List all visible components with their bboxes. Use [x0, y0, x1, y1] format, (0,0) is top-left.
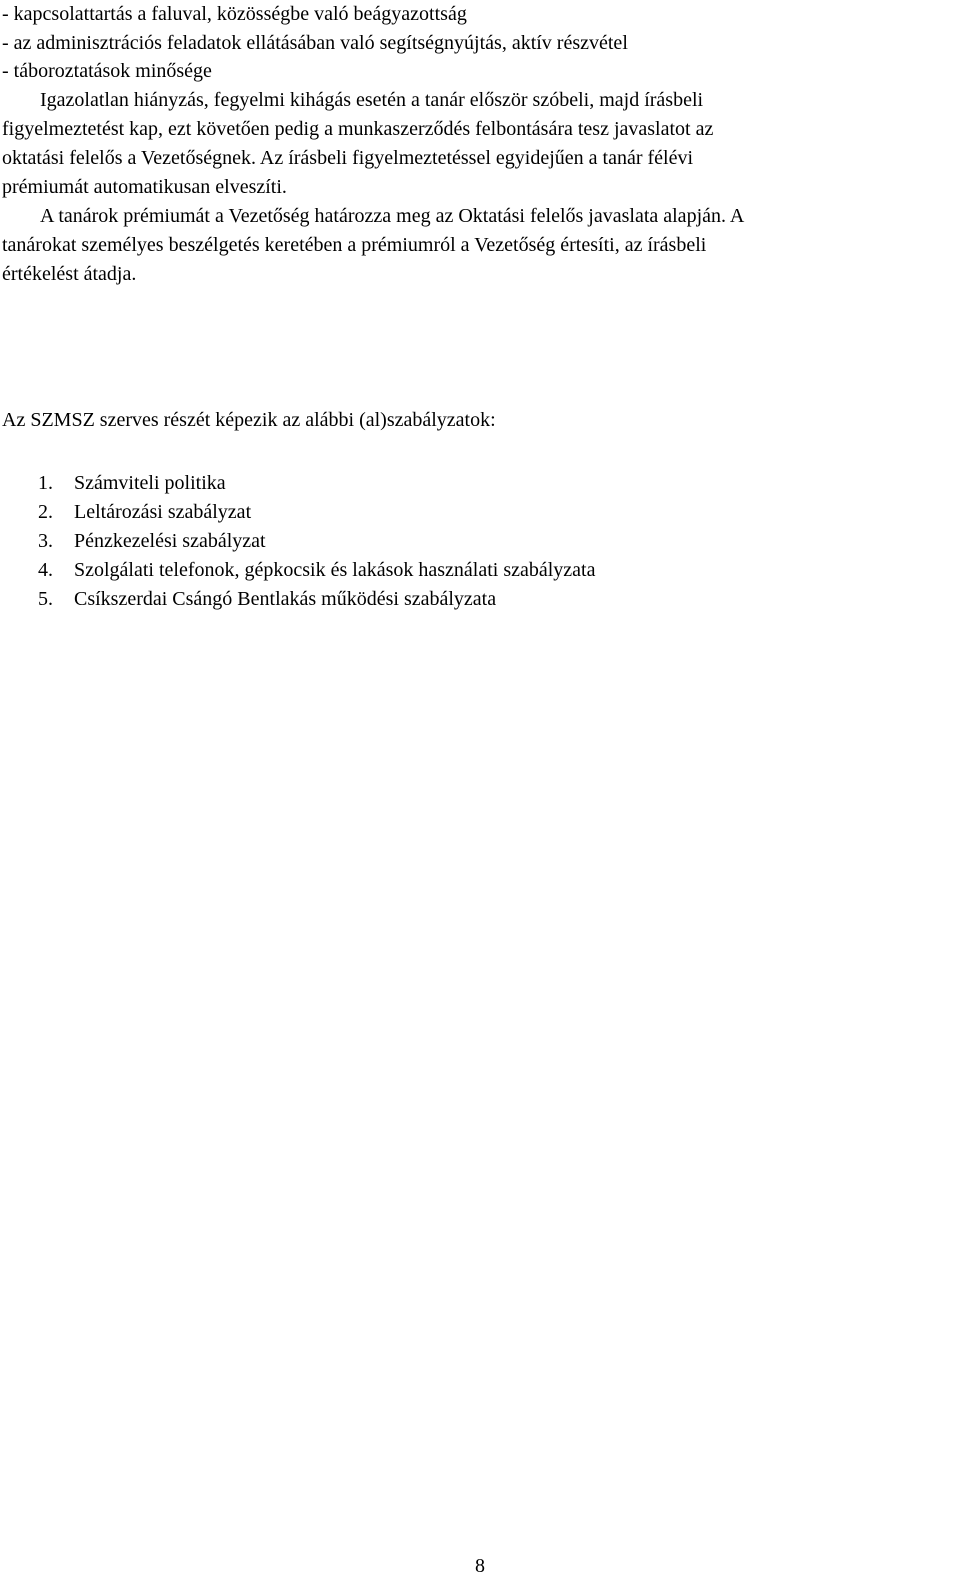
paragraph-2-line-3: értékelést átadja. [2, 263, 137, 285]
list-item [38, 529, 266, 553]
list-text: Leltározási szabályzat [74, 501, 252, 523]
list-number: 3. [38, 530, 53, 552]
page-number: 8 [475, 1555, 485, 1577]
list-text: Csíkszerdai Csángó Bentlakás működési szabályzata [74, 588, 497, 610]
list-number: 2. [38, 501, 53, 523]
list-number: 5. [38, 588, 53, 610]
list-item [38, 587, 496, 611]
paragraph-2-line-2: tanárokat személyes beszélgetés keretében a prémiumról a Vezetőség értesíti, az írásbeli [2, 234, 707, 256]
bullet-line-3: - táboroztatások minősége [2, 60, 212, 82]
list-text: Számviteli politika [74, 472, 226, 494]
section-heading: Az SZMSZ szerves részét képezik az alábbi (al)szabályzatok: [2, 409, 496, 431]
list-text: Pénzkezelési szabályzat [74, 530, 266, 552]
bullet-line-2: - az adminisztrációs feladatok ellátásában való segítségnyújtás, aktív részvétel [2, 32, 628, 54]
paragraph-1-line-2: figyelmeztetést kap, ezt követően pedig a munkaszerződés felbontására tesz javaslatot az [2, 118, 714, 140]
bullet-line-1: - kapcsolattartás a faluval, közösségbe való beágyazottság [2, 3, 467, 25]
paragraph-1-line-1: Igazolatlan hiányzás, fegyelmi kihágás esetén a tanár először szóbeli, majd írásbeli [40, 89, 704, 111]
paragraph-1-line-3: oktatási felelős a Vezetőségnek. Az írásbeli figyelmeztetéssel egyidejűen a tanár félévi [2, 147, 694, 169]
list-number: 1. [38, 472, 53, 494]
list-item [38, 558, 595, 582]
list-text: Szolgálati telefonok, gépkocsik és lakások használati szabályzata [74, 559, 596, 581]
paragraph-2-line-1: A tanárok prémiumát a Vezetőség határozza meg az Oktatási felelős javaslata alapján. A [40, 205, 745, 227]
paragraph-1-line-4: prémiumát automatikusan elveszíti. [2, 176, 287, 198]
list-item [38, 500, 251, 524]
list-number: 4. [38, 559, 53, 581]
list-item [38, 471, 226, 495]
